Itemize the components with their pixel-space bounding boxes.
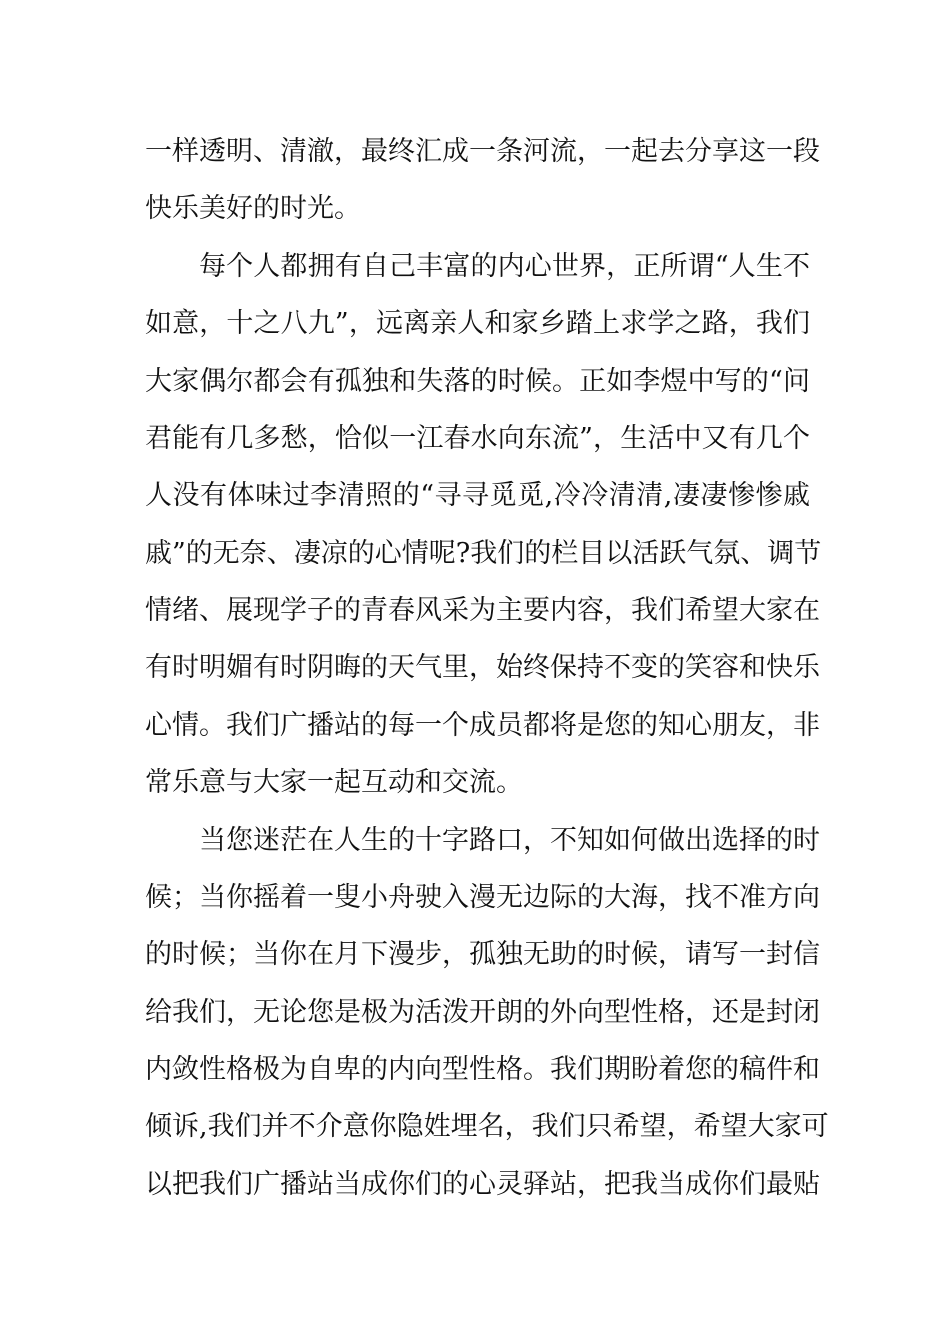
text-line-9: 情绪、展现学子的青春风采为主要内容，我们希望大家在 — [145, 595, 820, 626]
text-line-1: 一样透明、清澈，最终汇成一条河流，一起去分享这一段 — [145, 136, 820, 167]
text-line-5: 大家偶尔都会有孤独和失落的时候。正如李煜中写的“问 — [145, 366, 810, 397]
text-line-18: 倾诉,我们并不介意你隐姓埋名，我们只希望，希望大家可 — [145, 1111, 829, 1142]
text-line-14: 候；当你摇着一叟小舟驶入漫无边际的大海，找不准方向 — [145, 882, 820, 913]
text-line-10: 有时明媚有时阴晦的天气里，始终保持不变的笑容和快乐 — [145, 652, 820, 683]
text-line-16: 给我们，无论您是极为活泼开朗的外向型性格，还是封闭 — [145, 997, 820, 1028]
text-line-11: 心情。我们广播站的每一个成员都将是您的知心朋友，非 — [145, 710, 820, 741]
text-line-8: 戚”的无奈、凄凉的心情呢?我们的栏目以活跃气氛、调节 — [145, 538, 822, 569]
text-line-4: 如意，十之八九”，远离亲人和家乡踏上求学之路，我们 — [145, 308, 810, 339]
text-line-6: 君能有几多愁，恰似一江春水向东流”，生活中又有几个 — [145, 423, 810, 454]
text-line-15: 的时候；当你在月下漫步，孤独无助的时候，请写一封信 — [145, 939, 820, 970]
text-line-3: 每个人都拥有自己丰富的内心世界，正所谓“人生不 — [199, 251, 810, 282]
text-line-7: 人没有体味过李清照的“寻寻觅觅,冷冷清清,凄凄惨惨戚 — [145, 480, 810, 511]
text-line-12: 常乐意与大家一起互动和交流。 — [145, 767, 523, 798]
text-line-13: 当您迷茫在人生的十字路口，不知如何做出选择的时 — [199, 825, 820, 856]
text-line-17: 内敛性格极为自卑的内向型性格。我们期盼着您的稿件和 — [145, 1054, 820, 1085]
text-line-19: 以把我们广播站当成你们的心灵驿站，把我当成你们最贴 — [145, 1169, 820, 1200]
text-line-2: 快乐美好的时光。 — [145, 193, 361, 224]
